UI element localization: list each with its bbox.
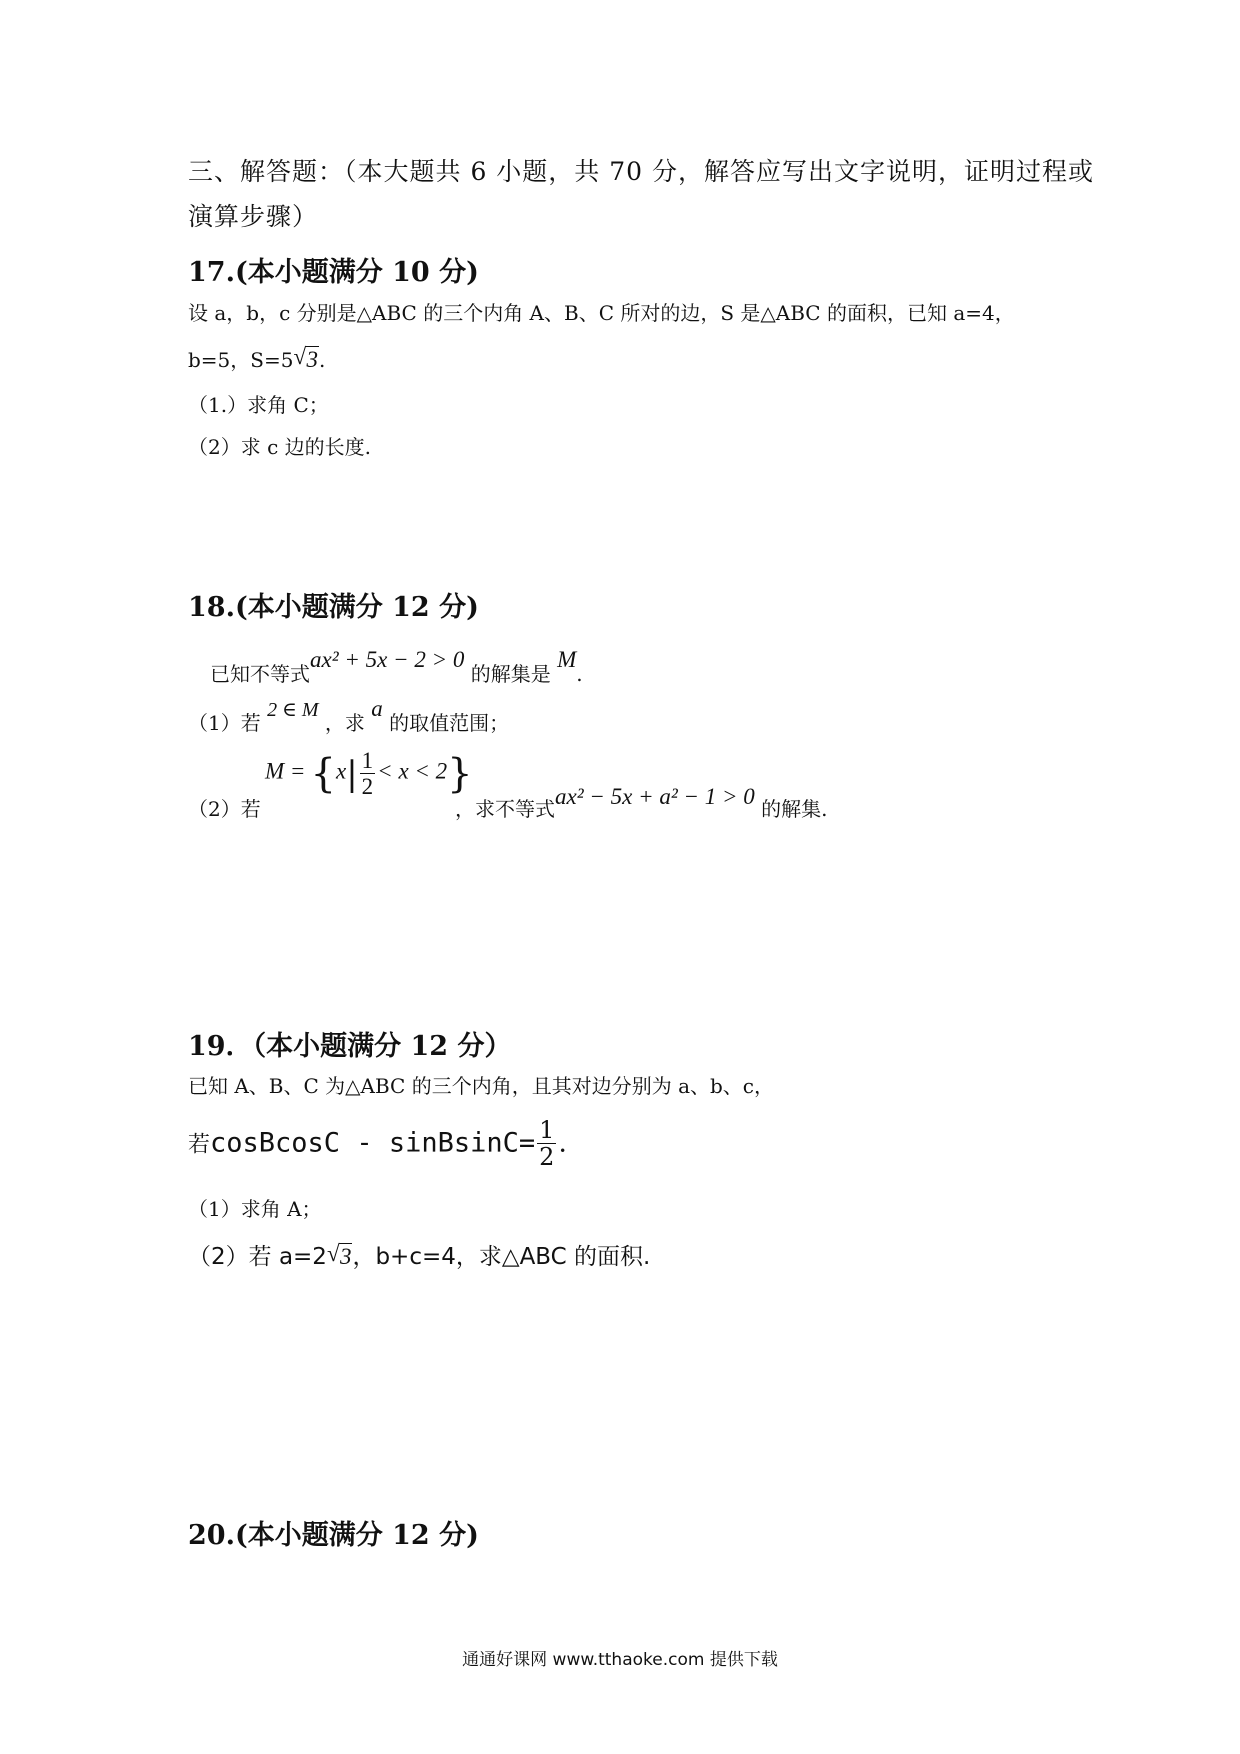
q18-part2-frac-den: 2	[361, 774, 374, 800]
q18-header: 18.(本小题满分 12 分)	[188, 592, 479, 623]
q18-part2-set-tail: < x < 2	[377, 758, 448, 784]
section-title-line2: 演算步骤）	[188, 202, 319, 231]
q18-part1-prefix: （1）若	[188, 711, 261, 735]
q19-frac-num: 1	[539, 1116, 555, 1144]
q18-part2-bar: |	[346, 753, 358, 794]
q18-part2-frac	[360, 748, 376, 800]
q18-part2-frac-num: 1	[361, 748, 374, 773]
q19-header-text: 19．（本小题满分 12 分）	[188, 1031, 512, 1062]
q19-frac-den: 2	[539, 1143, 555, 1172]
section-title-line1: 三、解答题：（本大题共 6 小题，共 70 分，解答应写出文字说明，证明过程或	[188, 157, 1095, 186]
q18-part2-set	[265, 748, 473, 800]
q19-part2-suffix: ，b+c=4，求△ABC 的面积.	[352, 1244, 651, 1270]
q17-part2: （2）求 c 边的长度.	[188, 435, 371, 459]
page-footer: 通通好课网 www.tthaoke.com 提供下载	[462, 1650, 778, 1670]
q17-radicand: 3	[306, 347, 318, 372]
q18-part2-middle: ，求不等式	[455, 797, 555, 821]
q17-part1: （1.）求角 C；	[188, 393, 329, 417]
q18-part2-set-var: x	[335, 758, 347, 784]
q18-part2-suffix: 的解集.	[761, 797, 828, 821]
q19-frac	[537, 1117, 556, 1171]
q18-part1-suffix: 的取值范围；	[389, 711, 510, 735]
q17-header: 17.(本小题满分 10 分)	[188, 257, 479, 288]
q19-stem-line2-suffix: .	[558, 1127, 567, 1159]
q18-part2-brace-left: {	[310, 750, 336, 797]
q19-part1: （1）求角 A；	[188, 1197, 322, 1221]
q18-part2-brace-right: }	[447, 750, 473, 797]
q18-stem-prefix: 已知不等式	[210, 662, 310, 686]
q18-stem	[210, 647, 583, 687]
q18-stem-middle: 的解集是	[470, 662, 551, 686]
q18-part1-var: a	[371, 696, 383, 721]
q19-stem-line2	[188, 1117, 567, 1171]
q19-radicand: 3	[339, 1244, 352, 1269]
q17-stem-line1: 设 a，b，c 分别是△ABC 的三个内角 A、B、C 所对的边，S 是△ABC 的面积，已知 a=4，	[188, 301, 1015, 325]
q18-part2-rest	[455, 784, 828, 822]
q17-sqrt	[293, 347, 319, 373]
q18-part1	[188, 696, 510, 736]
q19-sqrt	[327, 1244, 353, 1270]
q19-part2-prefix: （2）若 a=2	[188, 1244, 327, 1270]
q19-part2	[188, 1238, 650, 1271]
q18-part2-inequality: ax² − 5x + a² − 1 > 0	[555, 784, 755, 809]
q17-stem-line2	[188, 344, 325, 373]
q18-part1-condition: 2 ∈ M	[267, 699, 319, 721]
q18-part2-prefix: （2）若	[188, 797, 261, 821]
q18-inequality: ax² + 5x − 2 > 0	[310, 647, 465, 672]
q18-part2-set-lhs: M =	[265, 758, 306, 784]
q20-header: 20.(本小题满分 12 分)	[188, 1520, 479, 1551]
q17-stem-line2-prefix: b=5，S=5	[188, 348, 294, 372]
q19-stem-line2-expr: cosBcosC - sinBsinC=	[210, 1127, 536, 1159]
q17-stem-line2-suffix: .	[318, 348, 326, 372]
q18-part1-middle: ，求	[324, 711, 365, 735]
q18-stem-suffix: .	[576, 662, 583, 686]
q18-set-m: M	[557, 647, 577, 672]
q19-stem-line1: 已知 A、B、C 为△ABC 的三个内角，且其对边分别为 a、b、c，	[188, 1074, 774, 1098]
q19-stem-line2-prefix: 若	[188, 1132, 211, 1158]
q19-header	[188, 1024, 511, 1063]
